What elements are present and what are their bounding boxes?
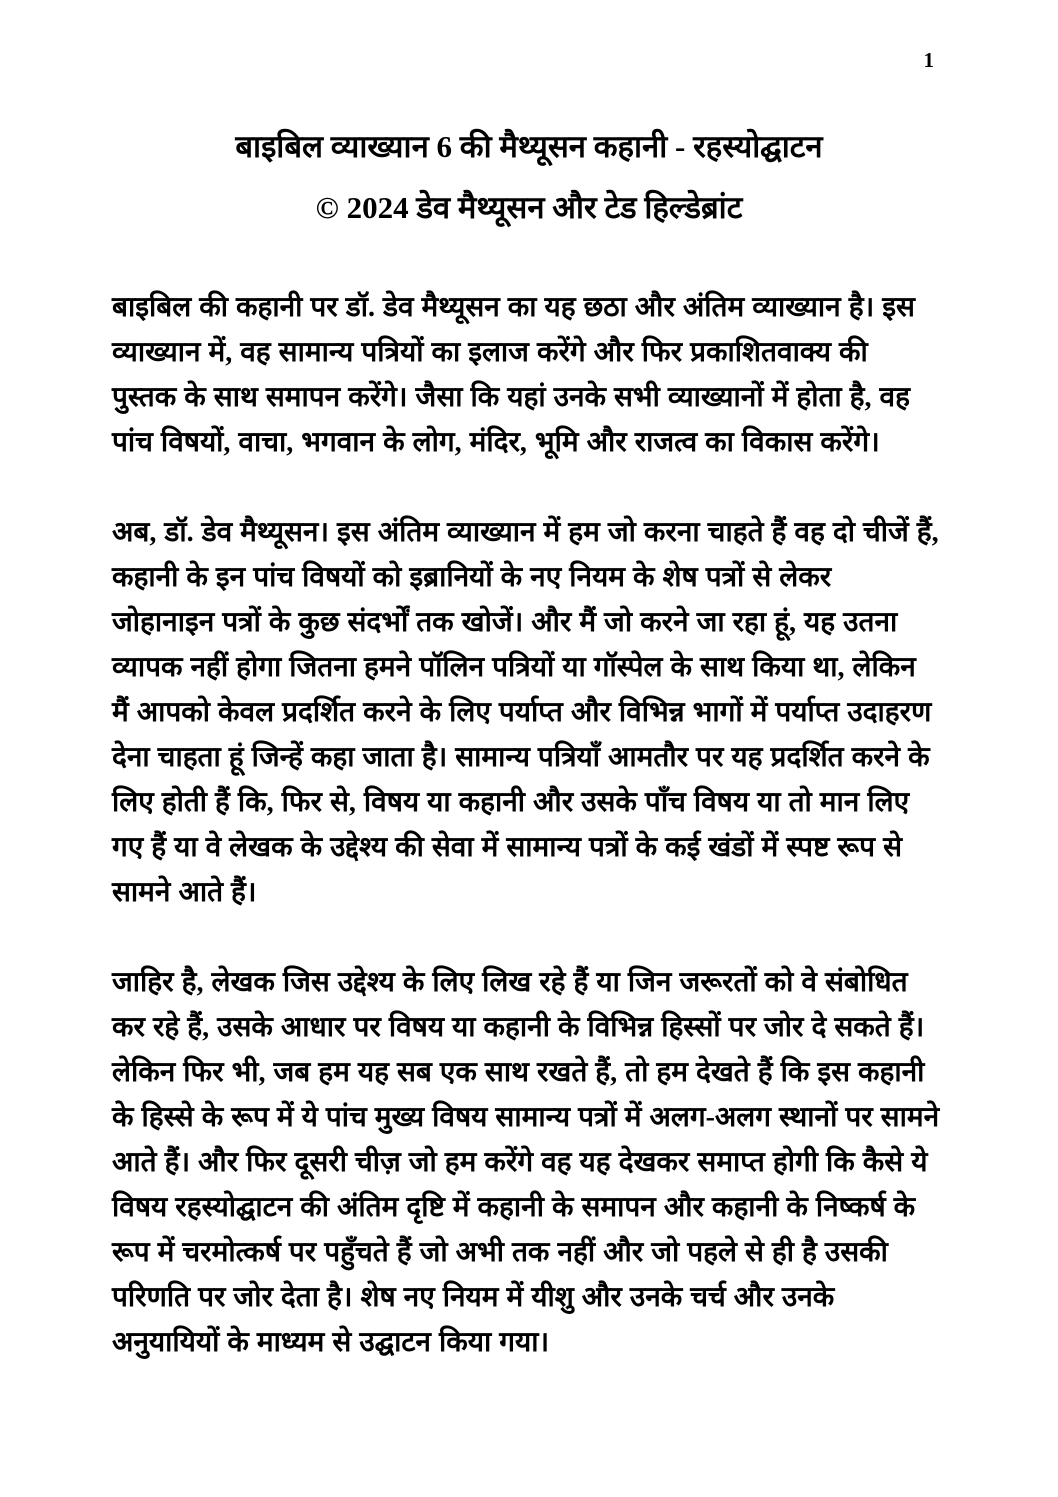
document-title-line1: बाइबिल व्याख्यान 6 की मैथ्यूसन कहानी - रहस्योद्घाटन bbox=[235, 129, 823, 164]
document-title-line2: © 2024 डेव मैथ्यूसन और टेड हिल्डेब्रांट bbox=[315, 190, 743, 225]
page-number: 1 bbox=[923, 48, 934, 72]
document-body bbox=[0, 238, 1058, 1365]
document-title bbox=[90, 0, 968, 238]
paragraph-1: बाइबिल की कहानी पर डॉ. डेव मैथ्यूसन का यह छठा और अंतिम व्याख्यान है। इस व्याख्यान में, वह सामान्य पत्रियों का इलाज करेंगे और फिर प्रकाशितवाक्य की पुस्तक के साथ समापन करेंगे। जैसा कि यहां उनके सभी व्याख्यानों में होता है, वह पांच विषयों, वाचा, भगवान के लोग, मंदिर, भूमि और राजत्व का विकास करेंगे। bbox=[112, 292, 915, 458]
paragraph-3: जाहिर है, लेखक जिस उद्देश्य के लिए लिख रहे हैं या जिन जरूरतों को वे संबोधित कर रहे हैं, उसके आधार पर विषय या कहानी के विभिन्न हिस्सों पर जोर दे सकते हैं। लेकिन फिर भी, जब हम यह सब एक साथ रखते हैं, तो हम देखते हैं कि इस कहानी के हिस्से के रूप में ये पांच मुख्य विषय सामान्य पत्रों में अलग-अलग स्थानों पर सामने आते हैं। और फिर दूसरी चीज़ जो हम करेंगे वह यह देखकर समाप्त होगी कि कैसे ये विषय रहस्योद्घाटन की अंतिम दृष्टि में कहानी के समापन और कहानी के निष्कर्ष के रूप में चरमोत्कर्ष पर पहुँचते हैं जो अभी तक नहीं और जो पहले से ही है उसकी परिणति पर जोर देता है। शेष नए नियम में यीशु और उनके चर्च और उनके अनुयायियों के माध्यम से उद्घाटन किया गया। bbox=[112, 967, 940, 1358]
paragraph-2: अब, डॉ. डेव मैथ्यूसन। इस अंतिम व्याख्यान में हम जो करना चाहते हैं वह दो चीजें हैं, कहानी के इन पांच विषयों को इब्रानियों के नए नियम के शेष पत्रों से लेकर जोहानाइन पत्रों के कुछ संदर्भों तक खोजें। और मैं जो करने जा रहा हूं, यह उतना व्यापक नहीं होगा जितना हमने पॉलिन पत्रियों या गॉस्पेल के साथ किया था, लेकिन मैं आपको केवल प्रदर्शित करने के लिए पर्याप्त और विभिन्न भागों में पर्याप्त उदाहरण देना चाहता हूं जिन्हें कहा जाता है। सामान्य पत्रियाँ आमतौर पर यह प्रदर्शित करने के लिए होती हैं कि, फिर से, विषय या कहानी और उसके पाँच विषय या तो मान लिए गए हैं या वे लेखक के उद्देश्य की सेवा में सामान्य पत्रों के कई खंडों में स्पष्ट रूप से सामने आते हैं। bbox=[112, 517, 939, 908]
